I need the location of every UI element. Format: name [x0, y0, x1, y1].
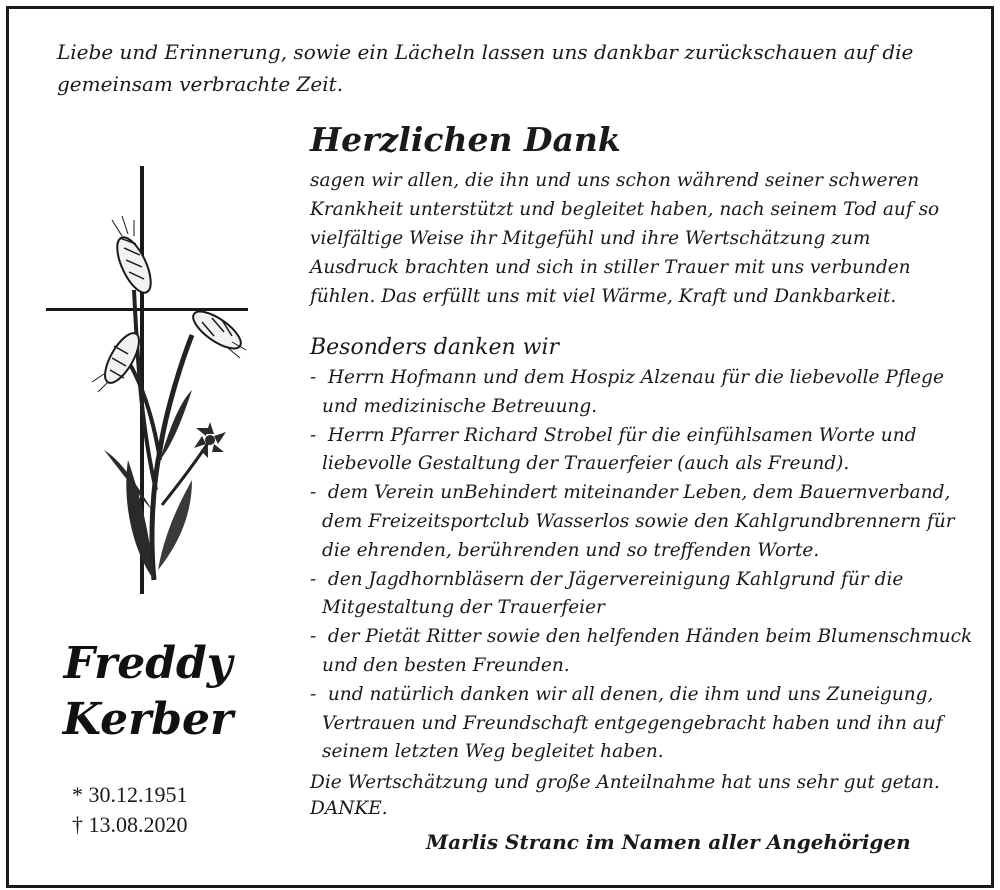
list-dash: - — [310, 683, 317, 705]
notice-title: Herzlichen Dank — [310, 120, 621, 159]
birth-date: * 30.12.1951 — [72, 782, 188, 807]
list-dash: - — [310, 424, 317, 446]
thanks-list — [310, 364, 980, 767]
list-item-text: Herrn Hofmann und dem Hospiz Alzenau für die liebevolle Pflege und medizinische Betreuung. — [322, 367, 944, 417]
deceased-name — [40, 636, 256, 748]
list-item-text: Herrn Pfarrer Richard Strobel für die einfühlsamen Worte und liebevolle Gestaltung der Trauerfeier (auch als Freund). — [322, 424, 917, 475]
deceased-first-name: Freddy — [63, 638, 233, 689]
list-dash: - — [310, 367, 317, 388]
list-item-text: den Jagdhornbläsern der Jägervereinigung Kahlgrund für die Mitgestaltung der Trauerfeier — [322, 568, 904, 619]
list-item — [310, 681, 980, 767]
thanks-subheading: Besonders danken wir — [310, 335, 560, 360]
list-dash: - — [310, 626, 317, 648]
list-dash: - — [310, 482, 317, 504]
list-item — [310, 623, 980, 681]
list-item — [310, 479, 980, 565]
list-item — [310, 566, 980, 624]
life-dates — [72, 780, 188, 840]
list-item — [310, 364, 980, 422]
closing-line: DANKE. — [310, 798, 388, 819]
signature: Marlis Stranc im Namen aller Angehörigen — [426, 830, 911, 854]
death-date: † 13.08.2020 — [72, 812, 188, 837]
list-item-text: der Pietät Ritter sowie den helfenden Händen beim Blumenschmuck und den besten Freunden. — [322, 626, 973, 676]
list-item — [310, 422, 980, 480]
intro-text: Liebe und Erinnerung, sowie ein Lächeln lassen uns dankbar zurückschauen auf die gemeinsam verbrachte Zeit. — [57, 40, 914, 96]
list-item-text: dem Verein unBehindert miteinander Leben, dem Bauernverband, dem Freizeitsportclub Wasserlos sowie den Kahlgrundbrennern für die ehrenden, berührenden und so treffenden Worte. — [322, 482, 955, 561]
closing-text — [310, 770, 970, 822]
list-item-text: und natürlich danken wir all denen, die ihm und uns Zuneigung, Vertrauen und Freundschaft entgegengebracht haben und ihn auf seinem letzten Weg begleitet haben. — [322, 683, 943, 763]
list-dash: - — [310, 568, 317, 590]
closing-line: Die Wertschätzung und große Anteilnahme hat uns sehr gut getan. — [310, 772, 940, 793]
cross-with-wheat-and-cornflower-icon — [42, 160, 252, 600]
thanks-body-text: sagen wir allen, die ihn und uns schon während seiner schweren Krankheit unterstützt und begleitet haben, nach seinem Tod auf so vielfältige Weise ihr Mitgefühl und ihre Wertschätzung zum Ausdruck brachten und sich in stiller Trauer mit uns verbunden fühlen. Das erfüllt uns mit viel Wärme, Kraft und Dankbarkeit. — [310, 170, 940, 307]
deceased-last-name: Kerber — [62, 694, 234, 745]
